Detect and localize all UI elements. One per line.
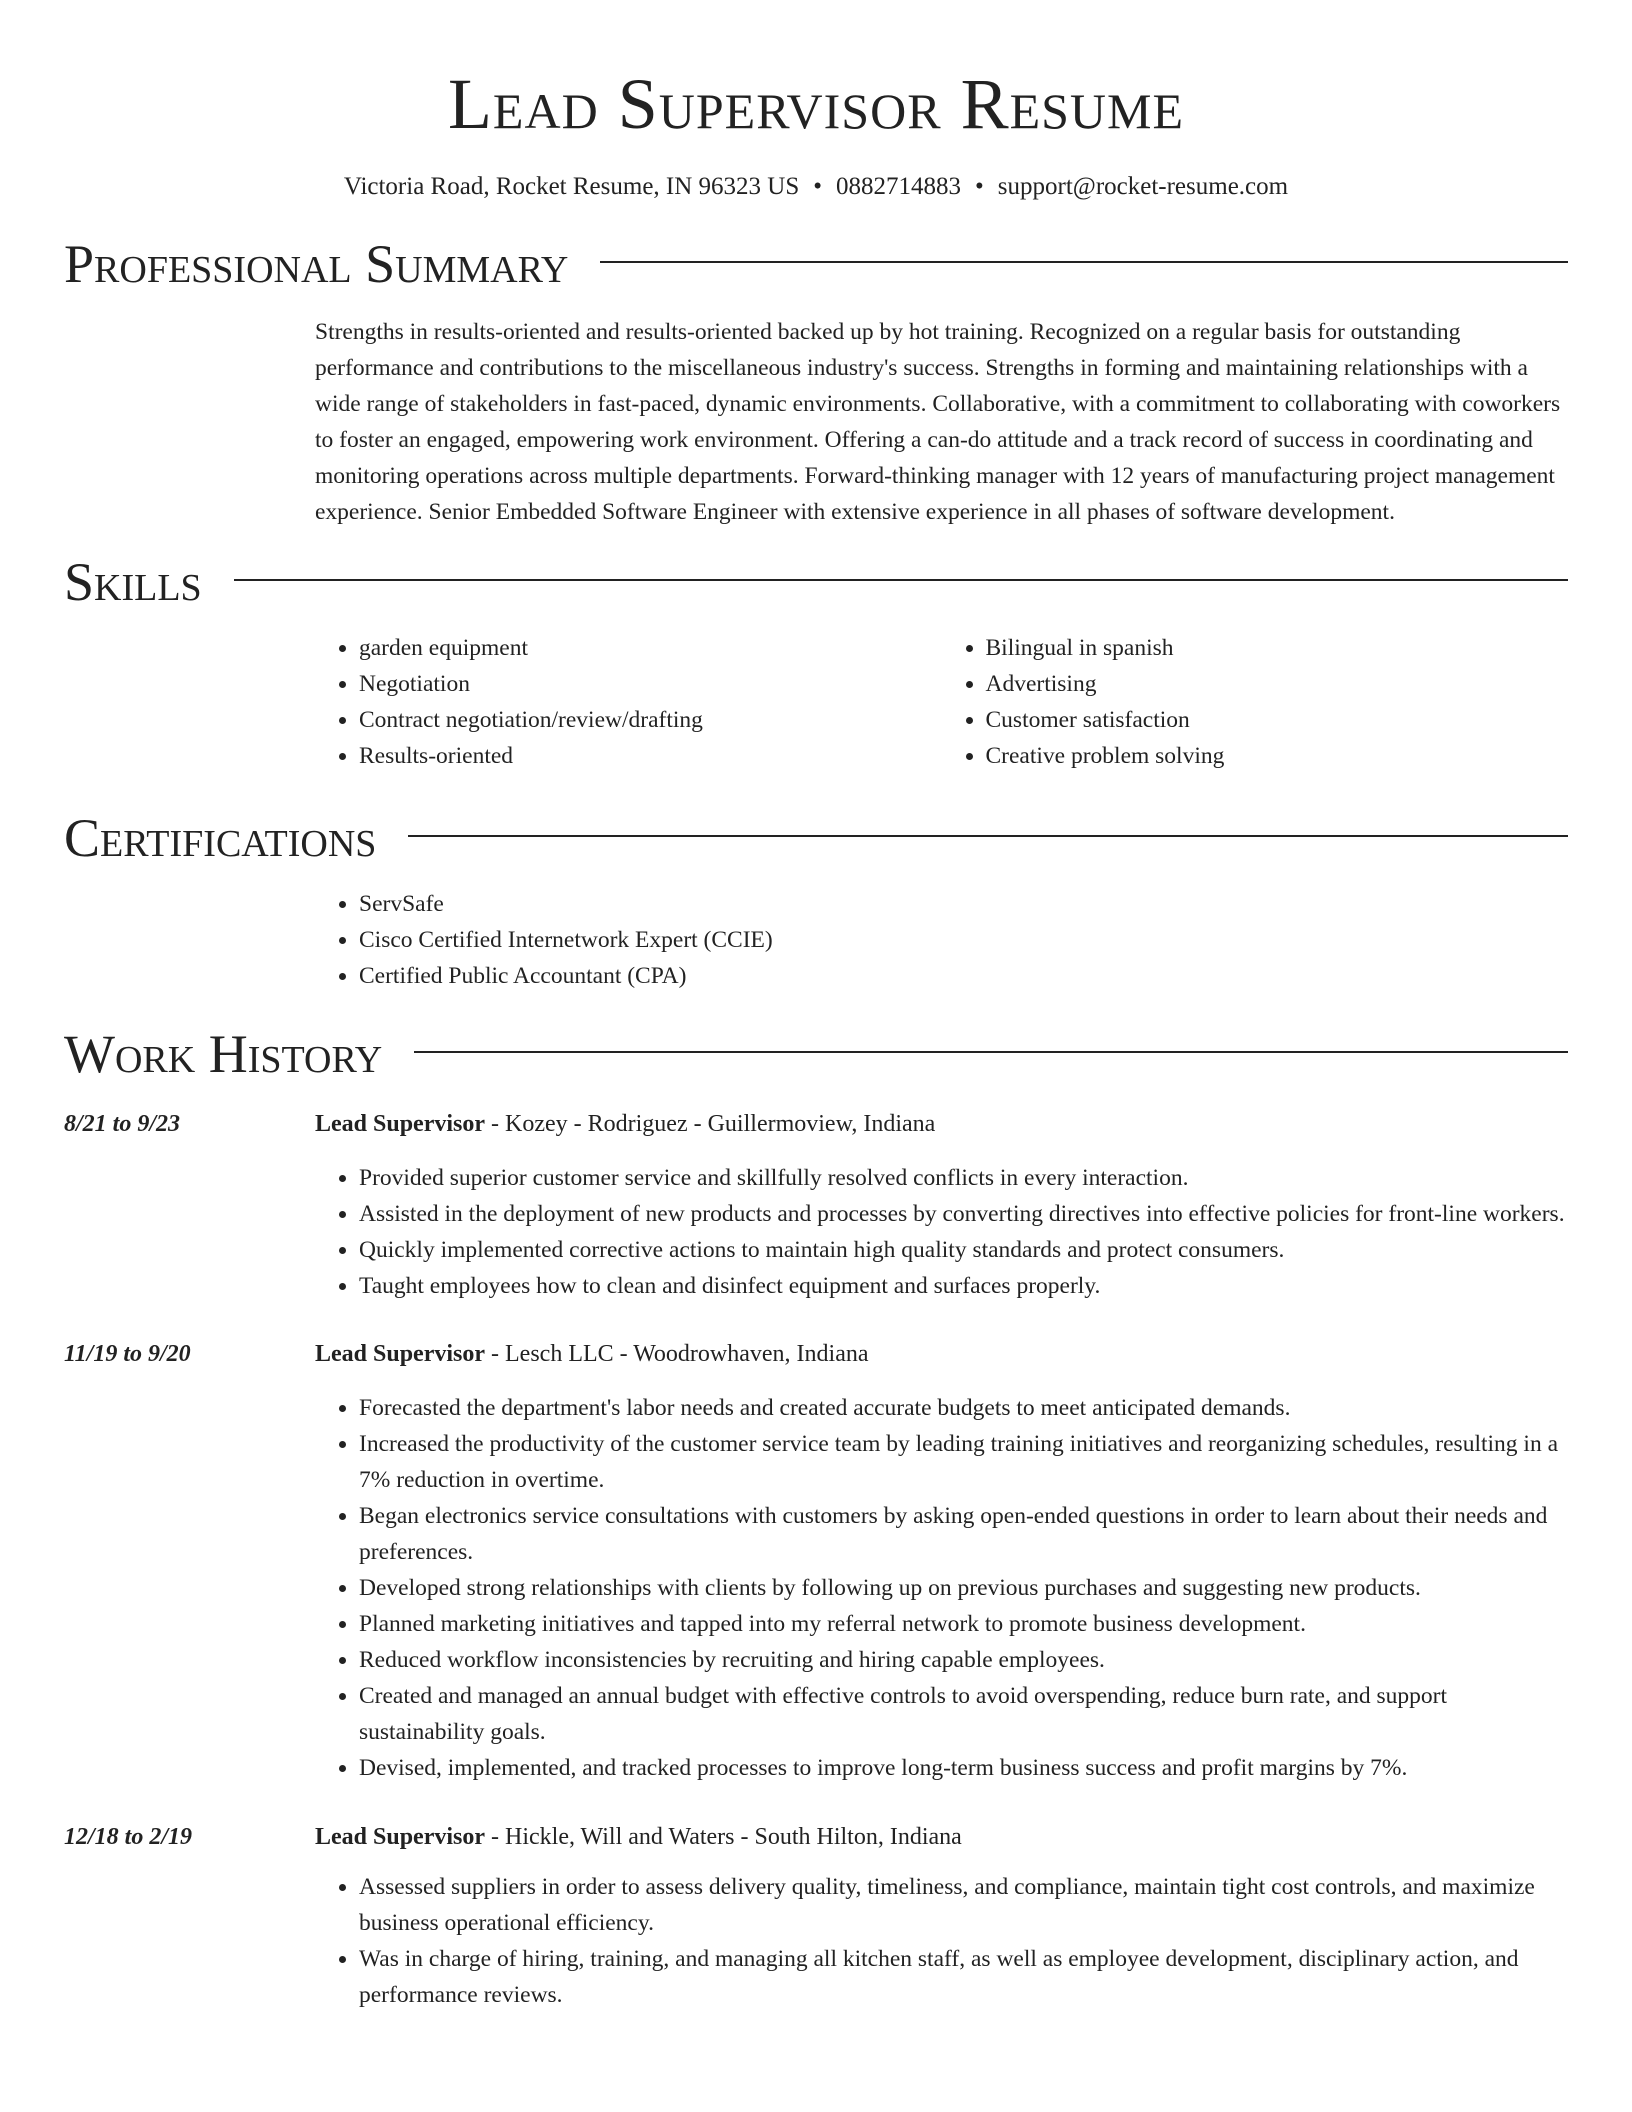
certifications-section-header <box>64 806 1568 870</box>
job-bullet: • Assisted in the deployment of new products and processes by converting directives into effective policies for front-line workers. <box>359 1196 1568 1232</box>
certification-item: • ServSafe <box>359 886 1568 922</box>
summary-heading: Professional Summary <box>64 234 569 294</box>
skill-item: • Creative problem solving <box>986 738 1569 774</box>
job-details: - Kozey - Rodriguez - Guillermoview, Indiana <box>485 1111 936 1137</box>
resume-title: Lead Supervisor Resume <box>447 64 1185 144</box>
job-role: Lead Supervisor <box>315 1111 486 1137</box>
resume-page <box>64 0 1568 2013</box>
work-section-header <box>64 1022 1568 1086</box>
job-dates: 11/19 to 9/20 <box>64 1341 191 1367</box>
job-role: Lead Supervisor <box>315 1824 486 1850</box>
job-details: - Lesch LLC - Woodrowhaven, Indiana <box>485 1341 869 1367</box>
skill-item: • garden equipment <box>359 630 942 666</box>
certifications-list <box>315 886 1568 994</box>
job-bullet: • Was in charge of hiring, training, and managing all kitchen staff, as well as employee development, disciplinary action, and performance reviews. <box>359 1941 1568 2013</box>
job-bullet: • Provided superior customer service and skillfully resolved conflicts in every interaction. <box>359 1160 1568 1196</box>
job-bullet: • Reduced workflow inconsistencies by recruiting and hiring capable employees. <box>359 1642 1568 1678</box>
job-entry <box>64 1336 1568 1786</box>
job-entry <box>64 1106 1568 1304</box>
section-divider <box>414 1051 1568 1053</box>
contact-email: support@rocket-resume.com <box>997 173 1289 200</box>
skill-item: • Negotiation <box>359 666 942 702</box>
job-content <box>315 1336 1568 1786</box>
job-details: - Hickle, Will and Waters - South Hilton, Indiana <box>485 1824 962 1850</box>
skills-heading: Skills <box>64 552 202 612</box>
certification-item: • Cisco Certified Internetwork Expert (CCIE) <box>359 922 1568 958</box>
skill-item: • Advertising <box>986 666 1569 702</box>
job-bullet: • Forecasted the department's labor needs and created accurate budgets to meet anticipated demands. <box>359 1390 1568 1426</box>
job-bullet: • Assessed suppliers in order to assess delivery quality, timeliness, and compliance, maintain tight cost controls, and maximize business operational efficiency. <box>359 1869 1568 1941</box>
job-bullets <box>315 1160 1568 1304</box>
job-bullet: • Created and managed an annual budget with effective controls to avoid overspending, reduce burn rate, and support sustainability goals. <box>359 1678 1568 1750</box>
certifications-body <box>315 886 1568 994</box>
certification-item: • Certified Public Accountant (CPA) <box>359 958 1568 994</box>
job-bullet: • Began electronics service consultations with customers by asking open-ended questions in order to learn about their needs and preferences. <box>359 1498 1568 1570</box>
job-bullet: • Taught employees how to clean and disinfect equipment and surfaces properly. <box>359 1268 1568 1304</box>
skill-item: • Contract negotiation/review/drafting <box>359 702 942 738</box>
job-bullet: • Planned marketing initiatives and tapped into my referral network to promote business development. <box>359 1606 1568 1642</box>
job-bullets <box>315 1869 1568 2013</box>
job-role: Lead Supervisor <box>315 1341 486 1367</box>
contact-phone: 0882714883 <box>836 173 962 200</box>
job-header <box>315 1336 1568 1372</box>
section-divider <box>600 261 1568 263</box>
job-content <box>315 1106 1568 1304</box>
job-bullet: • Devised, implemented, and tracked processes to improve long-term business success and profit margins by 7%. <box>359 1750 1568 1786</box>
skills-section-header <box>64 550 1568 614</box>
summary-body <box>315 314 1568 530</box>
skill-item: • Results-oriented <box>359 738 942 774</box>
job-dates: 8/21 to 9/23 <box>64 1111 181 1137</box>
job-dates: 12/18 to 2/19 <box>64 1824 193 1850</box>
section-divider <box>408 835 1568 837</box>
job-content <box>315 1819 1568 2013</box>
certifications-heading: Certifications <box>64 808 377 868</box>
skill-item: • Customer satisfaction <box>986 702 1569 738</box>
summary-text: Strengths in results-oriented and results-oriented backed up by hot training. Recognized on a regular basis for outstanding performance and contributions to the miscellaneous industry's success. Strengths in forming and maintaining relationships with a wide range of stakeholders in fast-paced, dynamic environments. Collaborative, with a commitment to collaborating with coworkers to foster an engaged, empowering work environment. Offering a can-do attitude and a track record of success in coordinating and monitoring operations across multiple departments. Forward-thinking manager with 12 years of manufacturing project management experience. Senior Embedded Software Engineer with extensive experience in all phases of software development. <box>315 319 1561 525</box>
contact-line <box>64 170 1568 204</box>
work-heading: Work History <box>64 1024 383 1084</box>
job-bullet: • Quickly implemented corrective actions to maintain high quality standards and protect consumers. <box>359 1232 1568 1268</box>
job-header <box>315 1819 1568 1855</box>
skills-column-left <box>315 630 942 774</box>
job-header <box>315 1106 1568 1142</box>
skill-item: • Bilingual in spanish <box>986 630 1569 666</box>
job-entry <box>64 1819 1568 2013</box>
section-divider <box>234 579 1568 581</box>
summary-section-header <box>64 232 1568 296</box>
contact-address: Victoria Road, Rocket Resume, IN 96323 US <box>343 173 800 200</box>
skills-column-right <box>942 630 1569 774</box>
job-bullets <box>315 1390 1568 1786</box>
job-bullet: • Developed strong relationships with clients by following up on previous purchases and suggesting new products. <box>359 1570 1568 1606</box>
contact-separator: • <box>975 173 984 200</box>
skills-list <box>315 630 1568 774</box>
contact-separator: • <box>813 173 823 200</box>
job-bullet: • Increased the productivity of the customer service team by leading training initiatives and reorganizing schedules, resulting in a 7% reduction in overtime. <box>359 1426 1568 1498</box>
